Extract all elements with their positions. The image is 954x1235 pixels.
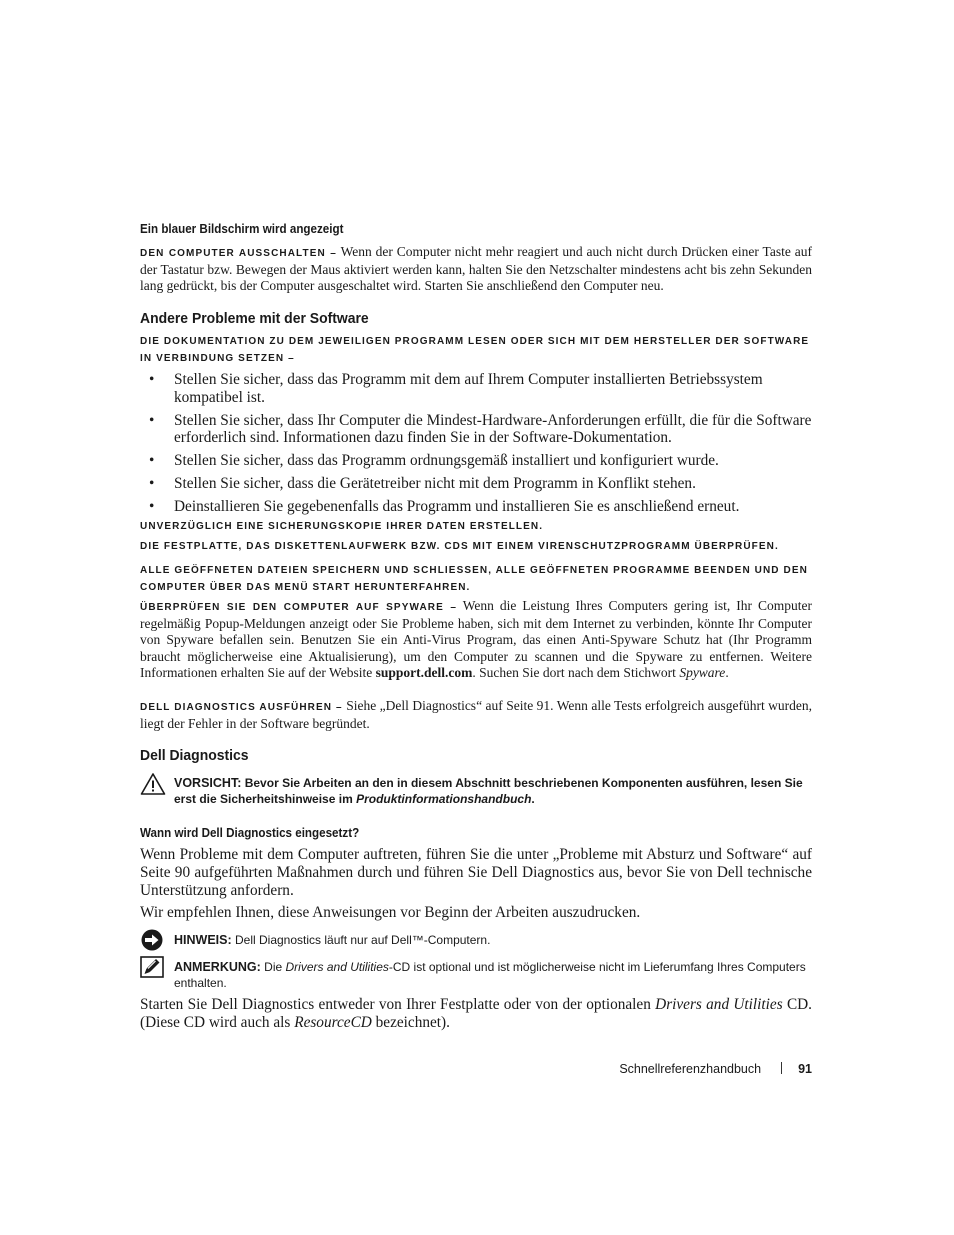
step-backup: UNVERZÜGLICH EINE SICHERUNGSKOPIE IHRER DATEN ERSTELLEN. [140, 521, 544, 532]
bullet: • [149, 371, 155, 388]
caution-box: VORSICHT: Bevor Sie Arbeiten an den in diesem Abschnitt beschriebenen Komponenten ausführen, lesen Sie erst die Sicherheitshinweise im Produktinformationshandbuch. [174, 776, 803, 806]
list-item: • Stellen Sie sicher, dass das Programm ordnungsgemäß installiert und konfiguriert wurde. [149, 452, 719, 470]
text-spyware: Wenn die Leistung Ihres Computers gering ist, Ihr Computer regelmäßig Popup-Meldungen anzeigt oder Sie Probleme haben, sich mit dem Internet zu verbinden, könnte Ihr Computer von Spyware befallen sein. Benutzen Sie ein Anti-Virus Program, das einen Anti-Spyware Schutz hat (Ihr Programm braucht möglicherweise eine Aktualisierung), um den Computer zu scannen und die Spyware zu entfernen. Weitere Informationen erhalten Sie auf der Website [140, 598, 812, 680]
notice-icon [140, 929, 164, 956]
text-shutdown: Wenn der Computer nicht mehr reagiert und auch nicht durch Drücken einer Taste auf der Tastatur bzw. Bewegen der Maus aktiviert werden kann, halten Sie den Netzschalter mindestens acht bis zehn Sekunden lang gedrückt, bis der Computer ausgeschaltet wird. Starten Sie anschließend den Computer neu. [140, 244, 812, 294]
paragraph-spyware: ÜBERPRÜFEN SIE DEN COMPUTER AUF SPYWARE – Wenn die Leistung Ihres Computers gering ist, Ihr Computer regelmäßig Popup-Meldungen anzeigt oder Sie Probleme haben, sich mit dem Internet zu verbinden, könnte Ihr Computer von Spyware befallen sein. Benutzen Sie ein Anti-Virus Program, das einen Anti-Spyware Schutz hat (Ihr Programm braucht möglicherweise eine Aktualisierung), um den Computer zu scannen und die Spyware zu entfernen. Weitere Informationen erhalten Sie auf der Website support.dell.com. Suchen Sie dort nach dem Stichwort Spyware. [140, 598, 812, 680]
note-label: ANMERKUNG: [174, 960, 261, 974]
heading-blue-screen: Ein blauer Bildschirm wird angezeigt [140, 222, 344, 236]
list-item: • Stellen Sie sicher, dass die Gerätetreiber nicht mit dem Programm in Konflikt stehen. [149, 474, 696, 492]
bullet: • [149, 497, 155, 515]
paragraph-run-diagnostics [140, 698, 812, 732]
support-link[interactable]: support.dell.com [375, 664, 473, 680]
footer-divider [781, 1062, 782, 1074]
bullet: • [149, 474, 155, 492]
notice-label: HINWEIS: [174, 933, 232, 947]
notice-box [174, 932, 812, 948]
subheading-when-to-use: Wann wird Dell Diagnostics eingesetzt? [140, 826, 360, 840]
note-text: -CD ist optional und ist möglicherweise nicht im Lieferumfang Ihres Computers enthalten. [174, 960, 806, 990]
list-item: • Stellen Sie sicher, dass das Programm mit dem auf Ihrem Computer installierten Betriebssystem kompatibel ist. [149, 371, 763, 406]
keyword-spyware: Spyware [679, 664, 726, 680]
notice-text: Dell Diagnostics läuft nur auf Dell™-Computern. [234, 933, 491, 947]
label-spyware: ÜBERPRÜFEN SIE DEN COMPUTER AUF SPYWARE – [140, 602, 457, 613]
list-item: • Deinstallieren Sie gegebenenfalls das Programm und installieren Sie es anschließend erneut. [149, 497, 740, 515]
heading-software: Andere Probleme mit der Software [140, 310, 369, 327]
footer-title: Schnellreferenzhandbuch [619, 1062, 762, 1076]
text-run-diagnostics: Siehe „Dell Diagnostics“ auf Seite 91. Wenn alle Tests erfolgreich ausgeführt wurden, liegt der Fehler in der Software begründet. [140, 698, 813, 732]
step-virus-scan: DIE FESTPLATTE, DAS DISKETTENLAUFWERK BZW. CDS MIT EINEM VIRENSCHUTZPROGRAMM ÜBERPRÜFEN. [140, 541, 779, 552]
label-shutdown: DEN COMPUTER AUSSCHALTEN – [140, 248, 337, 259]
bullet: • [149, 411, 155, 429]
caution-text: Bevor Sie Arbeiten an den in diesem Abschnitt beschriebenen Komponenten ausführen, lesen Sie erst die Sicherheitshinweise im [174, 776, 803, 806]
note-box: ANMERKUNG: Die Drivers and Utilities-CD ist optional und ist möglicherweise nicht im Lieferumfang Ihres Computers enthalten. [174, 960, 806, 990]
paragraph-print-advice: Wir empfehlen Ihnen, diese Anweisungen vor Beginn der Arbeiten auszudrucken. [140, 904, 641, 921]
step-close-programs: ALLE GEÖFFNETEN DATEIEN SPEICHERN UND SCHLIESSEN, ALLE GEÖFFNETEN PROGRAMME BEENDEN UND DEN COMPUTER ÜBER DAS MENÜ START HERUNTERFAHREN. [140, 565, 808, 593]
list-item: • Stellen Sie sicher, dass Ihr Computer die Mindest-Hardware-Anforderungen erfüllt, die für die Software erforderlich sind. Informationen dazu finden Sie in der Software-Dokumentation. [149, 411, 812, 447]
paragraph-shutdown [140, 244, 812, 295]
paragraph-when-to-use: Wenn Probleme mit dem Computer auftreten, führen Sie die unter „Probleme mit Absturz und Software“ auf Seite 90 aufgeführten Maßnahmen durch und führen Sie Dell Diagnostics aus, bevor Sie von Dell technische Unterstützung anfordern. [140, 846, 812, 899]
heading-dell-diagnostics: Dell Diagnostics [140, 747, 249, 764]
paragraph-start-diagnostics: Starten Sie Dell Diagnostics entweder von Ihrer Festplatte oder von der optionalen Drivers and Utilities CD. (Diese CD wird auch als ResourceCD bezeichnet). [140, 996, 813, 1031]
page-number: 91 [798, 1062, 812, 1076]
label-run-diagnostics: DELL DIAGNOSTICS AUSFÜHREN – [140, 702, 343, 713]
label-documentation: DIE DOKUMENTATION ZU DEM JEWEILIGEN PROGRAMM LESEN ODER SICH MIT DEM HERSTELLER DER SOFTWARE IN VERBINDUNG SETZEN – [140, 336, 810, 364]
caution-label: VORSICHT: [174, 776, 242, 790]
bullet: • [149, 452, 155, 470]
caution-book-title: Produktinformationshandbuch [356, 792, 532, 806]
note-cd-name: Drivers and Utilities [285, 960, 389, 974]
software-checklist [140, 371, 812, 521]
note-pencil-icon [140, 956, 164, 983]
caution-icon [140, 772, 166, 801]
page-footer [619, 1062, 812, 1076]
